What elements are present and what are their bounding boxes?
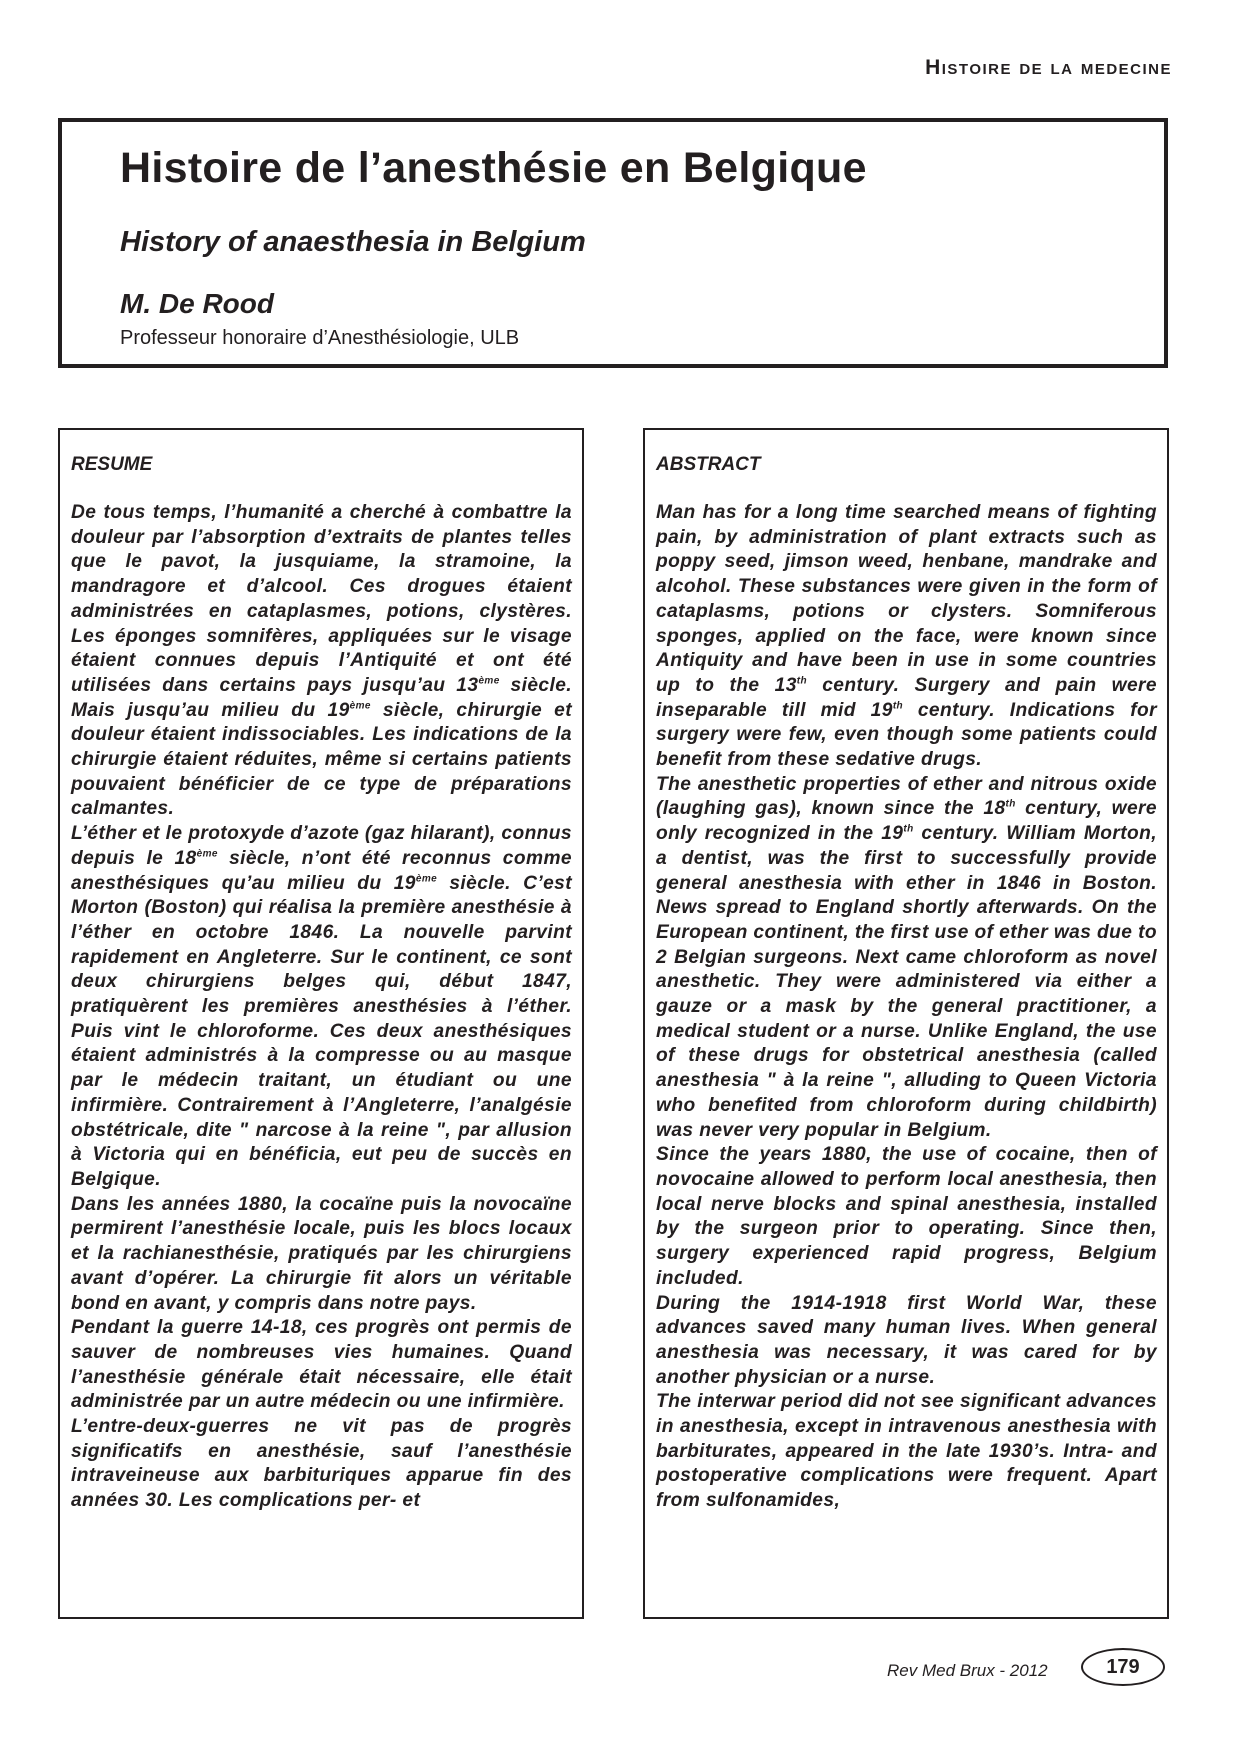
resume-paragraph: L’entre-deux-guerres ne vit pas de progrès significatifs en anesthésie, sauf l’anesthésie intraveineuse aux barbituriques apparue fin des années 30. Les complications per- et bbox=[71, 1416, 572, 1512]
article-title: Histoire de l’anesthésie en Belgique bbox=[120, 144, 867, 192]
resume-paragraph: De tous temps, l’humanité a cherché à combattre la douleur par l’absorption d’extraits de plantes telles que le pavot, la jusquiame, la stramoine, la mandragore et d’alcool. Ces drogues étaient administrées en cataplasmes, potions, clystères. Les éponges somnifères, appliquées sur le visage étaient connues depuis l’Antiquité et ont été utilisées dans certains pays jusqu’au 13ème siècle. Mais jusqu’au milieu du 19ème siècle, chirurgie et douleur étaient indissociables. Les indications de la chirurgie étaient réduites, même si certains patients pouvaient bénéficier de ce type de préparations calmantes. bbox=[71, 502, 572, 820]
article-subtitle: History of anaesthesia in Belgium bbox=[120, 226, 586, 258]
resume-paragraph: Pendant la guerre 14-18, ces progrès ont permis de sauver de nombreuses vies humaines. Quand l’anesthésie générale était nécessaire, elle était administrée par un autre médecin ou une infirmière. bbox=[71, 1317, 572, 1413]
abstract-heading: ABSTRACT bbox=[656, 454, 761, 475]
author-name: M. De Rood bbox=[120, 288, 274, 319]
resume-heading: RESUME bbox=[71, 454, 153, 475]
title-box bbox=[58, 118, 1168, 368]
resume-paragraph: L’éther et le protoxyde d’azote (gaz hilarant), connus depuis le 18ème siècle, n’ont été reconnus comme anesthésiques qu’au milieu du 19ème siècle. C’est Morton (Boston) qui réalisa la première anesthésie à l’éther en octobre 1846. La nouvelle parvint rapidement en Angleterre. Sur le continent, ce sont deux chirurgiens belges qui, début 1847, pratiquèrent les premières anesthésies à l’éther. Puis vint le chloroforme. Ces deux anesthésiques étaient administrés à la compresse ou au masque par le médecin traitant, un étudiant ou une infirmière. Contrairement à l’Angleterre, l’analgésie obstétricale, dite " narcose à la reine ", par allusion à Victoria qui en bénéficia, eut peu de succès en Belgique. bbox=[71, 823, 572, 1190]
page-number: 179 bbox=[1081, 1648, 1165, 1686]
resume-box bbox=[58, 428, 584, 1619]
journal-citation: Rev Med Brux - 2012 bbox=[887, 1661, 1048, 1680]
abstract-paragraph: Man has for a long time searched means of fighting pain, by administration of plant extracts such as poppy seed, jimson weed, henbane, mandrake and alcohol. These substances were given in the form of cataplasms, potions or clysters. Somniferous sponges, applied on the face, were known since Antiquity and have been in use in some countries up to the 13th century. Surgery and pain were inseparable till mid 19th century. Indications for surgery were few, even though some patients could benefit from these sedative drugs. bbox=[656, 502, 1157, 771]
resume-paragraph: Dans les années 1880, la cocaïne puis la novocaïne permirent l’anesthésie locale, puis les blocs locaux et la rachianesthésie, pratiqués par les chirurgiens avant d’opérer. La chirurgie fit alors un véritable bond en avant, y compris dans notre pays. bbox=[71, 1193, 572, 1314]
author-affiliation: Professeur honoraire d’Anesthésiologie, ULB bbox=[120, 327, 520, 349]
running-head-section: Histoire de la medecine bbox=[925, 56, 1172, 79]
abstract-paragraph: Since the years 1880, the use of cocaine, then of novocaine allowed to perform local anesthesia, then local nerve blocks and spinal anesthesia, installed by the surgeon prior to operating. Since then, surgery experienced rapid progress, Belgium included. bbox=[656, 1144, 1157, 1289]
abstract-paragraph: During the 1914-1918 first World War, these advances saved many human lives. When general anesthesia was necessary, it was cared for by another physician or a nurse. bbox=[656, 1292, 1157, 1388]
abstract-paragraph: The interwar period did not see significant advances in anesthesia, except in intravenous anesthesia with barbiturates, appeared in the late 1930’s. Intra- and postoperative complications were frequent. Apart from sulfonamides, bbox=[656, 1391, 1157, 1512]
abstract-box bbox=[643, 428, 1169, 1619]
abstract-paragraph: The anesthetic properties of ether and nitrous oxide (laughing gas), known since the 18th century, were only recognized in the 19th century. William Morton, a dentist, was the first to successfully provide general anesthesia with ether in 1846 in Boston. News spread to England shortly afterwards. On the European continent, the first use of ether was due to 2 Belgian surgeons. Next came chloroform as novel anesthetic. They were administered via either a gauze or a mask by the general practitioner, a medical student or a nurse. Unlike England, the use of these drugs for obstetrical anesthesia (called anesthesia " à la reine ", alluding to Queen Victoria who benefited from chloroform during childbirth) was never very popular in Belgium. bbox=[656, 773, 1157, 1141]
